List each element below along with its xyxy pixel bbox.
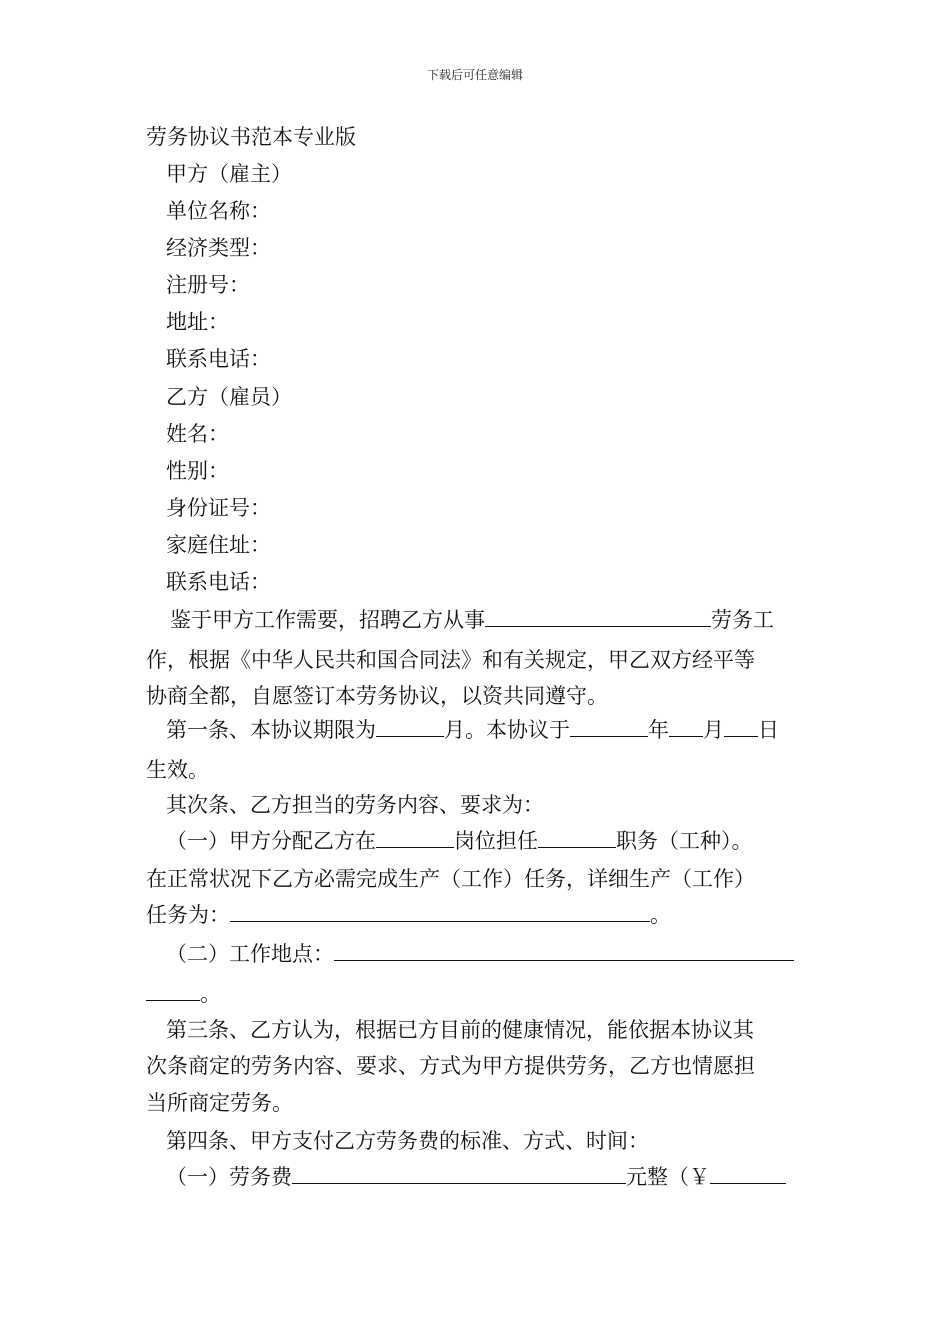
party-a-field-economic-type: 经济类型：: [166, 236, 271, 260]
party-b-field-home-address: 家庭住址：: [166, 533, 271, 557]
party-a-field-registration-no: 注册号：: [166, 273, 250, 297]
article-1-line-1: [166, 717, 779, 743]
blank-line: [724, 717, 758, 737]
blank-line: [710, 1164, 786, 1184]
article-3-line-1: 第三条、乙方认为，根据已方目前的健康情况，能依据本协议其: [166, 1018, 754, 1042]
article-4-item-1-line-1: [166, 1164, 786, 1190]
article-text: 任务为：: [146, 903, 230, 927]
article-2-item-1-line-3: [146, 902, 671, 928]
article-text: 年: [648, 718, 669, 742]
article-2-item-1-line-2: 在正常状况下乙方必需完成生产（工作）任务，详细生产（工作）: [146, 867, 755, 891]
article-2-item-1-line-1: [166, 828, 753, 854]
intro-line-3: 协商全都，自愿签订本劳务协议，以资共同遵守。: [146, 684, 608, 708]
party-a-heading: 甲方（雇主）: [166, 162, 292, 186]
party-b-field-name: 姓名：: [166, 422, 229, 446]
article-text: 日: [758, 718, 779, 742]
article-text: 月。本协议于: [444, 718, 570, 742]
article-3-line-3: 当所商定劳务。: [146, 1091, 293, 1115]
intro-line-1: [170, 607, 774, 633]
party-b-field-id-number: 身份证号：: [166, 496, 271, 520]
article-3-line-2: 次条商定的劳务内容、要求、方式为甲方提供劳务，乙方也情愿担: [146, 1054, 755, 1078]
blank-line: [485, 607, 711, 627]
article-2-heading: 其次条、乙方担当的劳务内容、要求为：: [166, 793, 544, 817]
article-text: （一）甲方分配乙方在: [166, 829, 376, 853]
intro-text: 鉴于甲方工作需要，招聘乙方从事: [170, 608, 485, 632]
article-1-line-2: 生效。: [146, 758, 209, 782]
blank-line: [570, 717, 648, 737]
document-title: 劳务协议书范本专业版: [146, 125, 356, 149]
party-b-field-phone: 联系电话：: [166, 570, 271, 594]
article-text: 。: [650, 903, 671, 927]
blank-line: [334, 941, 794, 961]
blank-line: [292, 1164, 626, 1184]
party-a-field-address: 地址：: [166, 310, 229, 334]
article-2-item-2-line-2: [146, 981, 221, 1007]
blank-line: [230, 902, 650, 922]
blank-line: [376, 828, 454, 848]
page-header: 下载后可任意编辑: [426, 68, 523, 82]
article-text: 岗位担任: [454, 829, 538, 853]
blank-line: [146, 981, 200, 1001]
article-4-heading: 第四条、甲方支付乙方劳务费的标准、方式、时间：: [166, 1129, 649, 1153]
blank-line: [538, 828, 616, 848]
article-text: 月: [703, 718, 724, 742]
article-text: （一）劳务费: [166, 1165, 292, 1189]
party-b-field-gender: 性别：: [166, 459, 229, 483]
article-text: 职务（工种）。: [616, 829, 753, 853]
blank-line: [376, 717, 444, 737]
article-2-item-2-line-1: [166, 941, 794, 967]
intro-line-2: 作，根据《中华人民共和国合同法》和有关规定，甲乙双方经平等: [146, 648, 755, 672]
blank-line: [669, 717, 703, 737]
intro-text: 劳务工: [711, 608, 774, 632]
article-text: 第一条、本协议期限为: [166, 718, 376, 742]
article-text: （二）工作地点：: [166, 942, 334, 966]
article-text: 元整（￥: [626, 1165, 710, 1189]
article-text: 。: [200, 982, 221, 1006]
party-a-field-phone: 联系电话：: [166, 347, 271, 371]
party-a-field-unit-name: 单位名称：: [166, 199, 271, 223]
party-b-heading: 乙方（雇员）: [166, 385, 292, 409]
